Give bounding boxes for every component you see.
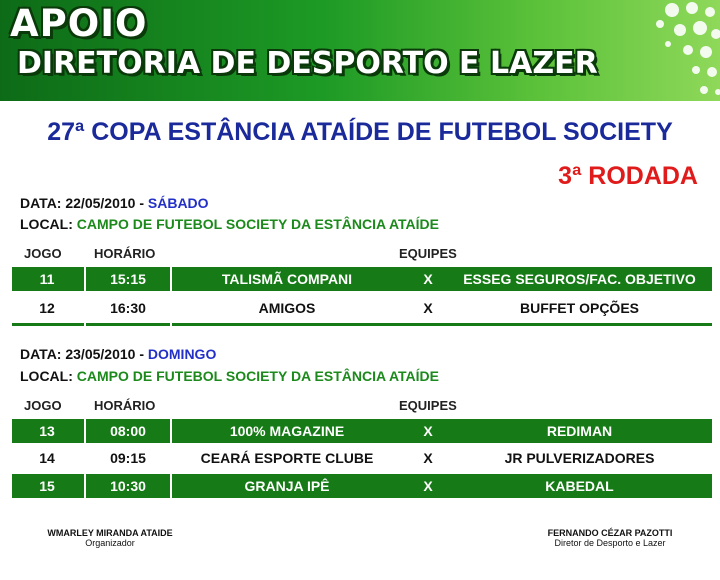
- signature-organizer: [30, 528, 190, 548]
- game-number: 12: [39, 300, 55, 316]
- signature-director: [510, 528, 710, 548]
- versus: X: [423, 450, 433, 466]
- weekday: DOMINGO: [147, 346, 217, 362]
- apoio-label: APOIO: [10, 2, 148, 45]
- date-separator: -: [139, 346, 144, 362]
- table-row: [12, 474, 712, 498]
- date-line-1: [20, 195, 209, 211]
- local-line-2: [20, 368, 439, 384]
- col-horario: HORÁRIO: [94, 246, 156, 261]
- team-home: AMIGOS: [258, 300, 316, 316]
- local-value: CAMPO DE FUTEBOL SOCIETY DA ESTÂNCIA ATAÍDE: [76, 368, 439, 384]
- game-number: 13: [39, 423, 55, 439]
- date-label: DATA:: [20, 195, 62, 211]
- page-title: 27ª COPA ESTÂNCIA ATAÍDE DE FUTEBOL SOCIETY: [47, 118, 673, 146]
- col-equipes: EQUIPES: [399, 398, 457, 413]
- diretoria-label: DIRETORIA DE DESPORTO E LAZER: [17, 46, 598, 81]
- table-row: [12, 267, 712, 291]
- team-home: CEARÁ ESPORTE CLUBE: [200, 450, 374, 466]
- table-row: [12, 419, 712, 443]
- team-away: ESSEG SEGUROS/FAC. OBJETIVO: [463, 271, 696, 287]
- game-time: 16:30: [110, 300, 146, 316]
- col-jogo: JOGO: [24, 398, 62, 413]
- weekday: SÁBADO: [147, 195, 209, 211]
- signature-role: Organizador: [85, 538, 135, 548]
- signature-role: Diretor de Desporto e Lazer: [554, 538, 666, 548]
- table-row: [12, 446, 712, 470]
- game-number: 15: [39, 478, 55, 494]
- local-label: LOCAL:: [20, 368, 73, 384]
- decorative-dots-pattern: [580, 0, 720, 101]
- date-line-2: [20, 346, 216, 362]
- game-number: 11: [39, 271, 55, 287]
- col-horario: HORÁRIO: [94, 398, 156, 413]
- round-label: 3ª RODADA: [558, 162, 698, 190]
- game-number: 14: [39, 450, 55, 466]
- local-label: LOCAL:: [20, 216, 73, 232]
- game-time: 09:15: [110, 450, 146, 466]
- date-label: DATA:: [20, 346, 62, 362]
- team-away: BUFFET OPÇÕES: [519, 300, 639, 316]
- game-time: 15:15: [110, 271, 146, 287]
- table-row: [12, 296, 712, 320]
- game-time: 08:00: [110, 423, 146, 439]
- team-home: GRANJA IPÊ: [244, 478, 330, 494]
- local-line-1: [20, 216, 439, 232]
- signature-name: WMARLEY MIRANDA ATAIDE: [47, 528, 173, 538]
- versus: X: [423, 478, 433, 494]
- team-away: KABEDAL: [545, 478, 614, 494]
- team-home: 100% MAGAZINE: [229, 423, 345, 439]
- table-bottom-rule: [12, 323, 712, 326]
- versus: X: [423, 271, 433, 287]
- date-value: 22/05/2010: [65, 195, 136, 211]
- team-away: JR PULVERIZADORES: [504, 450, 655, 466]
- local-value: CAMPO DE FUTEBOL SOCIETY DA ESTÂNCIA ATAÍDE: [76, 216, 439, 232]
- versus: X: [423, 423, 433, 439]
- team-away: REDIMAN: [546, 423, 613, 439]
- col-jogo: JOGO: [24, 246, 62, 261]
- versus: X: [423, 300, 433, 316]
- date-value: 23/05/2010: [65, 346, 136, 362]
- date-separator: -: [139, 195, 144, 211]
- header-banner: [0, 0, 720, 101]
- signature-name: FERNANDO CÉZAR PAZOTTI: [547, 528, 673, 538]
- team-home: TALISMÃ COMPANI: [221, 271, 353, 287]
- game-time: 10:30: [110, 478, 146, 494]
- col-equipes: EQUIPES: [399, 246, 457, 261]
